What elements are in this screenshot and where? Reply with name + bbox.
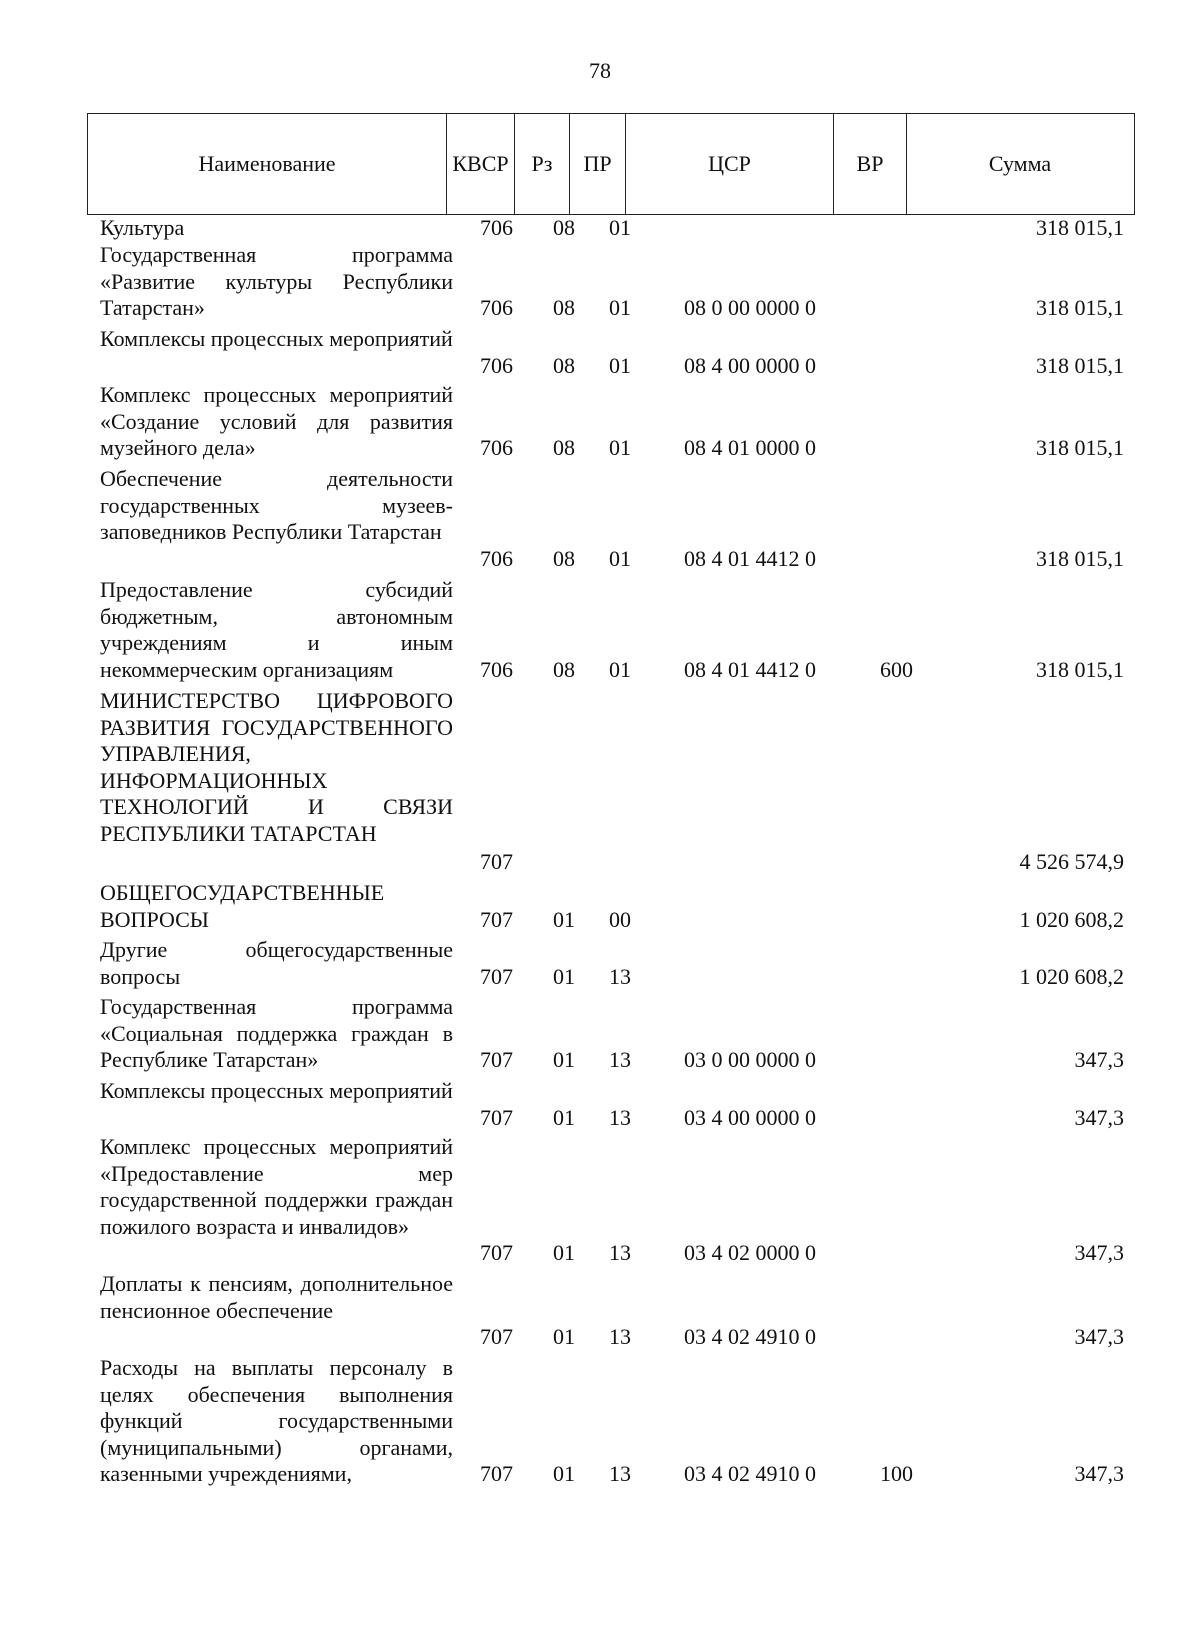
row-rz: 08	[553, 353, 575, 378]
header-csr: ЦСР	[626, 114, 834, 214]
table-row	[0, 326, 1200, 382]
row-rz: 01	[553, 1105, 575, 1130]
row-sum: 1 020 608,2	[1019, 964, 1124, 989]
row-csr: 03 4 00 0000 0	[684, 1105, 816, 1130]
row-pr: 13	[609, 1105, 631, 1130]
header-name: Наименование	[88, 114, 447, 214]
row-name: Комплексы процессных мероприятий	[100, 1078, 453, 1103]
table-row	[0, 242, 1200, 326]
row-name: Расходы на выплаты персоналу в целях обеспечения выполнения функций государственными (муниципальными) органами, казенными учреждениями,	[100, 1355, 453, 1487]
page-number: 78	[589, 58, 611, 83]
table-row	[0, 1078, 1200, 1134]
row-pr: 01	[609, 546, 631, 571]
row-pr: 01	[609, 435, 631, 460]
row-sum: 1 020 608,2	[1019, 907, 1124, 932]
row-csr: 08 4 01 4412 0	[684, 546, 816, 571]
row-name: МИНИСТЕРСТВО ЦИФРОВОГО РАЗВИТИЯ ГОСУДАРСТВЕННОГО УПРАВЛЕНИЯ, ИНФОРМАЦИОННЫХ ТЕХНОЛОГИЙ И СВЯЗИ РЕСПУБЛИКИ ТАТАРСТАН	[100, 688, 453, 846]
row-kvsr: 706	[480, 546, 513, 571]
header-kvsr: КВСР	[447, 114, 515, 214]
row-pr: 01	[609, 657, 631, 682]
header-vr: ВР	[834, 114, 907, 214]
table-header	[87, 113, 1135, 215]
row-kvsr: 706	[480, 295, 513, 320]
table-row	[0, 466, 1200, 577]
row-name: Другие общегосударственные вопросы	[100, 937, 453, 989]
table-row	[0, 937, 1200, 994]
header-pr: ПР	[570, 114, 626, 214]
row-sum: 318 015,1	[1036, 295, 1124, 320]
row-name: Государственная программа «Социальная поддержка граждан в Республике Татарстан»	[100, 994, 453, 1073]
row-pr: 00	[609, 907, 631, 932]
table-row	[0, 1355, 1200, 1495]
row-rz: 01	[553, 1240, 575, 1265]
row-name: Комплекс процессных мероприятий «Создание условий для развития музейного дела»	[100, 382, 453, 461]
row-csr: 03 4 02 4910 0	[684, 1324, 816, 1349]
row-rz: 08	[553, 215, 575, 240]
row-pr: 13	[609, 1324, 631, 1349]
row-pr: 01	[609, 353, 631, 378]
row-kvsr: 706	[480, 353, 513, 378]
row-rz: 01	[553, 964, 575, 989]
row-vr: 100	[880, 1461, 913, 1486]
row-rz: 08	[553, 435, 575, 460]
row-kvsr: 707	[480, 1324, 513, 1349]
table-row	[0, 688, 1200, 880]
row-pr: 13	[609, 1047, 631, 1072]
row-kvsr: 707	[480, 1240, 513, 1265]
row-kvsr: 706	[480, 435, 513, 460]
row-csr: 03 4 02 0000 0	[684, 1240, 816, 1265]
row-pr: 13	[609, 1240, 631, 1265]
row-sum: 347,3	[1074, 1461, 1124, 1486]
row-sum: 318 015,1	[1036, 546, 1124, 571]
row-name: Комплекс процессных мероприятий «Предоставление мер государственной поддержки граждан пожилого возраста и инвалидов»	[100, 1134, 453, 1239]
row-name: Комплексы процессных мероприятий	[100, 326, 453, 351]
row-sum: 318 015,1	[1036, 435, 1124, 460]
row-csr: 08 4 01 0000 0	[684, 435, 816, 460]
row-kvsr: 707	[480, 849, 513, 874]
row-name: Культура	[100, 215, 185, 240]
row-csr: 08 4 00 0000 0	[684, 353, 816, 378]
row-csr: 03 0 00 0000 0	[684, 1047, 816, 1072]
header-rz: Рз	[515, 114, 570, 214]
row-rz: 01	[553, 1461, 575, 1486]
row-rz: 08	[553, 546, 575, 571]
table-row	[0, 577, 1200, 688]
row-rz: 01	[553, 907, 575, 932]
table-body	[0, 215, 1200, 1495]
row-name: Доплаты к пенсиям, дополнительное пенсионное обеспечение	[100, 1271, 453, 1323]
header-sum: Сумма	[988, 151, 1052, 176]
row-sum: 347,3	[1074, 1324, 1124, 1349]
table-row	[0, 1271, 1200, 1355]
row-sum: 318 015,1	[1036, 215, 1124, 240]
row-rz: 08	[553, 657, 575, 682]
row-rz: 01	[553, 1324, 575, 1349]
table-row	[0, 994, 1200, 1078]
row-sum: 347,3	[1074, 1047, 1124, 1072]
row-kvsr: 707	[480, 1105, 513, 1130]
row-sum: 347,3	[1074, 1105, 1124, 1130]
table-row	[0, 880, 1200, 937]
table-row	[0, 1134, 1200, 1271]
row-pr: 01	[609, 295, 631, 320]
row-sum: 347,3	[1074, 1240, 1124, 1265]
row-csr: 08 4 01 4412 0	[684, 657, 816, 682]
row-kvsr: 707	[480, 1047, 513, 1072]
row-pr: 13	[609, 964, 631, 989]
row-kvsr: 707	[480, 907, 513, 932]
table-row	[0, 382, 1200, 466]
row-sum: 4 526 574,9	[1019, 849, 1124, 874]
row-rz: 08	[553, 295, 575, 320]
table-row	[0, 215, 1200, 242]
row-csr: 08 0 00 0000 0	[684, 295, 816, 320]
row-pr: 01	[609, 215, 631, 240]
row-name: Государственная программа «Развитие культуры Республики Татарстан»	[100, 242, 453, 321]
row-pr: 13	[609, 1461, 631, 1486]
row-kvsr: 706	[480, 215, 513, 240]
row-rz: 01	[553, 1047, 575, 1072]
row-name: ОБЩЕГОСУДАРСТВЕННЫЕ ВОПРОСЫ	[100, 880, 385, 932]
row-kvsr: 706	[480, 657, 513, 682]
row-kvsr: 707	[480, 964, 513, 989]
row-name: Обеспечение деятельности государственных музеев-заповедников Республики Татарстан	[100, 466, 453, 545]
row-csr: 03 4 02 4910 0	[684, 1461, 816, 1486]
row-name: Предоставление субсидий бюджетным, автономным учреждениям и иным некоммерческим организациям	[100, 577, 453, 682]
row-sum: 318 015,1	[1036, 657, 1124, 682]
row-vr: 600	[880, 657, 913, 682]
row-kvsr: 707	[480, 1461, 513, 1486]
row-sum: 318 015,1	[1036, 353, 1124, 378]
